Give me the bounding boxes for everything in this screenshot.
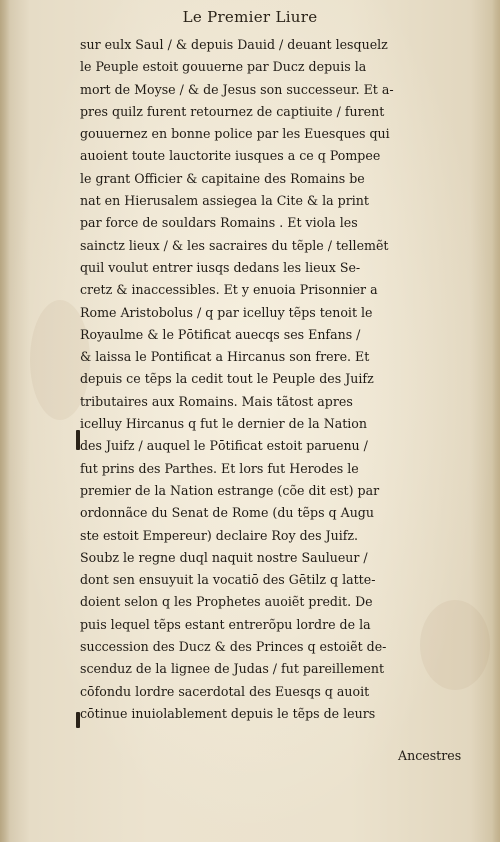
text-line: & laissa le Pontificat a Hircanus son frere. Et	[80, 349, 370, 365]
text-line: premier de la Nation estrange (cõe dit est) par	[80, 482, 380, 498]
text-line: gouuernez en bonne police par les Euesques qui	[80, 126, 390, 142]
text-line: des Juifz / auquel le Pōtificat estoit paruenu /	[80, 438, 368, 454]
text-line: fut prins des Parthes. Et lors fut Herodes le	[80, 460, 359, 476]
text-line: succession des Ducz & des Princes q estoiẽt de-	[80, 639, 387, 655]
text-line: le Peuple estoit gouuerne par Ducz depuis la	[80, 59, 367, 75]
text-line: Soubz le regne duql naquit nostre Saulueur /	[80, 549, 368, 565]
text-line: le grant Officier & capitaine des Romains be	[80, 170, 365, 186]
text-line: Rome Aristobolus / q par icelluy tẽps tenoit le	[80, 304, 373, 320]
text-line: sainctz lieux / & les sacraires du tẽple / tellemẽt	[80, 237, 389, 253]
body-text	[80, 34, 484, 725]
page-edge-left	[0, 0, 10, 842]
text-line: scenduz de la lignee de Judas / fut pareillement	[80, 661, 385, 677]
text-line: depuis ce tẽps la cedit tout le Peuple des Juifz	[80, 371, 374, 387]
text-line: doient selon q les Prophetes auoiẽt predit. De	[80, 594, 373, 610]
text-line: puis lequel tẽps estant entrerõpu lordre de la	[80, 616, 371, 632]
catchword: Ancestres	[398, 748, 462, 763]
text-line: cōtinue inuiolablement depuis le tẽps de leurs	[80, 705, 376, 721]
text-line: tributaires aux Romains. Mais tãtost apres	[80, 393, 353, 409]
text-line: dont sen ensuyuit la vocatiō des Gētilz q latte-	[80, 572, 376, 588]
text-line: cōfondu lordre sacerdotal des Euesqs q auoit	[80, 683, 370, 699]
text-line: ordonnãce du Senat de Rome (du tẽps q Augu	[80, 505, 374, 521]
running-head: Le Premier Liure	[182, 8, 318, 26]
text-line: ste estoit Empereur) declaire Roy des Juifz.	[80, 527, 359, 543]
text-line: quil voulut entrer iusqs dedans les lieux Se-	[80, 259, 361, 275]
text-line: nat en Hierusalem assiegea la Cite & la print	[80, 193, 369, 209]
text-line: auoient toute lauctorite iusques a ce q Pompee	[80, 148, 381, 164]
text-line: pres quilz furent retournez de captiuite / furent	[80, 103, 385, 119]
page-edge-right	[492, 0, 500, 842]
text-line: mort de Moyse / & de Jesus son successeur. Et a-	[80, 81, 394, 97]
text-line: Royaulme & le Pōtificat auecqs ses Enfans /	[80, 326, 361, 342]
text-line: cretz & inaccessibles. Et y enuoia Prisonnier a	[80, 282, 378, 298]
text-line: sur eulx Saul / & depuis Dauid / deuant lesquelz	[80, 37, 388, 52]
text-line: par force de souldars Romains . Et viola les	[80, 215, 358, 231]
text-line: icelluy Hircanus q fut le dernier de la Nation	[80, 416, 367, 432]
